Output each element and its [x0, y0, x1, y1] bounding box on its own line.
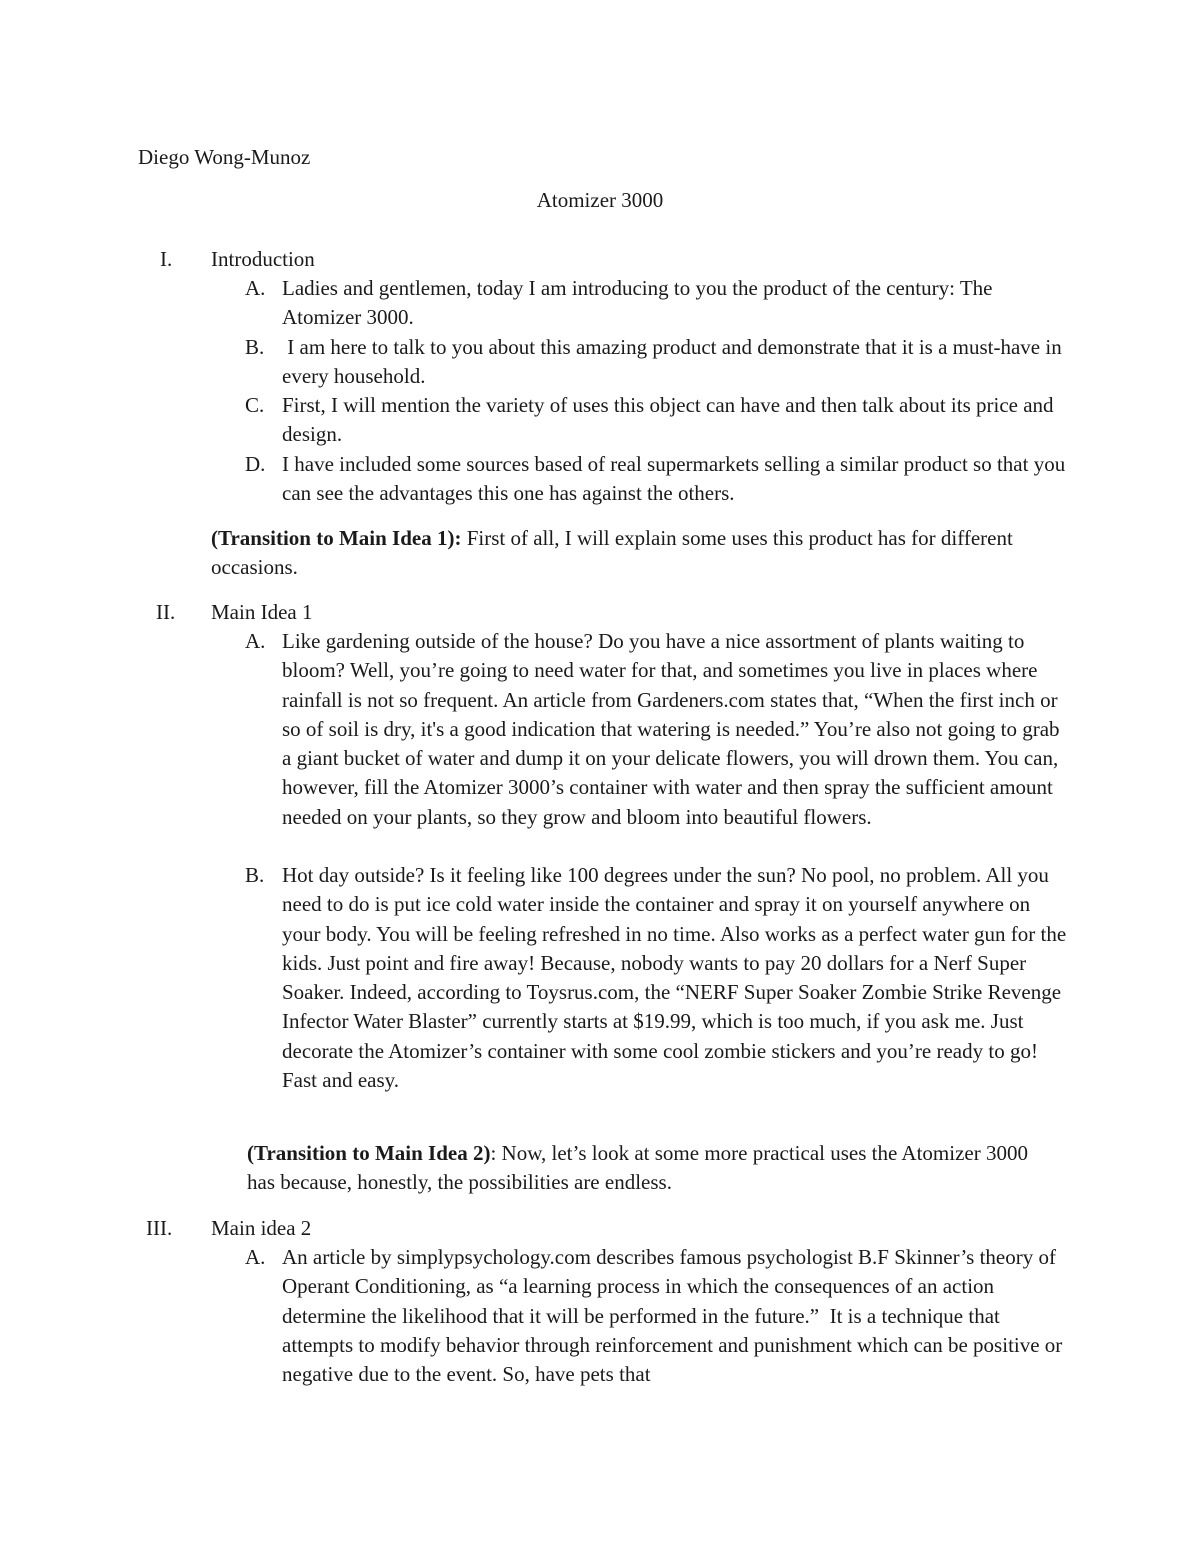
- section-heading: Main idea 2: [211, 1216, 312, 1240]
- section-heading: Main Idea 1: [211, 600, 313, 624]
- list-item: [245, 1243, 1075, 1423]
- item-letter: D.: [245, 452, 266, 476]
- section-numeral: II.: [156, 600, 176, 624]
- section-heading: Introduction: [211, 247, 315, 271]
- transition-label: (Transition to Main Idea 1):: [211, 526, 462, 550]
- section-numeral: I.: [160, 247, 173, 271]
- item-text: I am here to talk to you about this amazing product and demonstrate that it is a must-have in every household.: [282, 335, 1067, 389]
- author-name: Diego Wong-Munoz: [138, 145, 311, 169]
- section-numeral: III.: [146, 1216, 173, 1240]
- transition-text: : Now, let’s look at some more practical uses the Atomizer 3000 has because, honestly, the possibilities are endless.: [247, 1141, 1028, 1195]
- list-item: [245, 333, 1075, 392]
- item-letter: B.: [245, 335, 265, 359]
- list-item: [245, 274, 1075, 333]
- item-letter: B.: [245, 863, 265, 887]
- transition-label: (Transition to Main Idea 2): [247, 1141, 491, 1165]
- item-letter: A.: [245, 629, 266, 653]
- transition-main-idea-1: [211, 524, 1051, 583]
- item-text: Ladies and gentlemen, today I am introducing to you the product of the century: The Atomizer 3000.: [282, 276, 993, 330]
- transition-text: First of all, I will explain some uses this product has for different occasions.: [211, 526, 1013, 580]
- item-letter: C.: [245, 393, 265, 417]
- item-text: An article by simplypsychology.com describes famous psychologist B.F Skinner’s theory of Operant Conditioning, as “a learning process in which the consequences of an action determine the likelihood that it will be performed in the future.” It is a technique that attempts to modify behavior through reinforcement and punishment which can be positive or negative due to the event. So, have pets that: [282, 1245, 1068, 1387]
- item-text: First, I will mention the variety of uses this object can have and then talk about its price and design.: [282, 393, 1054, 447]
- list-item: [245, 391, 1075, 450]
- transition-main-idea-2: [247, 1139, 1037, 1198]
- list-item: [245, 450, 1075, 509]
- list-item: [245, 627, 1075, 862]
- item-text: I have included some sources based of real supermarkets selling a similar product so that you can see the advantages this one has against the others.: [282, 452, 1066, 506]
- item-text: Hot day outside? Is it feeling like 100 degrees under the sun? No pool, no problem. All you need to do is put ice cold water inside the container and spray it on yourself anywhere on your body. You will be feeling refreshed in no time. Also works as a perfect water gun for the kids. Just point and fire away! Because, nobody wants to pay 20 dollars for a Nerf Super Soaker. Indeed, according to Toysrus.com, the “NERF Super Soaker Zombie Strike Revenge Infector Water Blaster” currently starts at $19.99, which is too much, if you ask me. Just decorate the Atomizer’s container with some cool zombie stickers and you’re ready to go! Fast and easy.: [282, 863, 1067, 1093]
- list-item: [245, 861, 1075, 1126]
- item-letter: A.: [245, 1245, 266, 1269]
- item-letter: A.: [245, 276, 266, 300]
- document-title: Atomizer 3000: [536, 188, 664, 212]
- item-text: Like gardening outside of the house? Do you have a nice assortment of plants waiting to bloom? Well, you’re going to need water for that, and sometimes you live in places where rainfall is not so frequent. An article from Gardeners.com states that, “When the first inch or so of soil is dry, it's a good indication that watering is needed.” You’re also not going to grab a giant bucket of water and dump it on your delicate flowers, you will drown them. You can, however, fill the Atomizer 3000’s container with water and then spray the sufficient amount needed on your plants, so they grow and bloom into beautiful flowers.: [282, 629, 1060, 829]
